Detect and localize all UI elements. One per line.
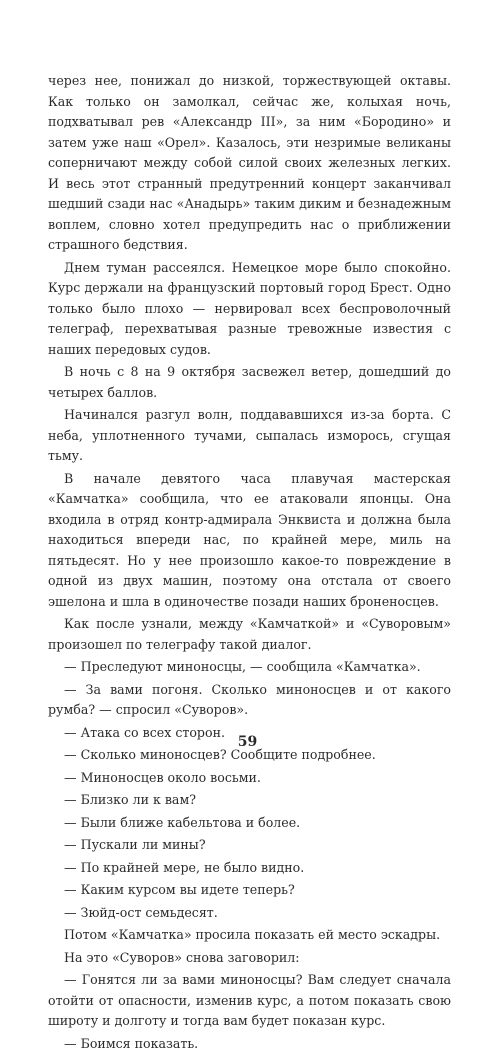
paragraph: В начале девятого часа плавучая мастерская «Камчатка» сообщила, что ее атаковали японцы. Она входила в отряд контр-адмирала Энквиста и должна была находиться впереди нас, по крайней мере, миль на пятьдесят. Но у нее произошло какое-то повреждение в одной из двух машин, поэтому она отстала от своего эшелона и шла в одиночестве позади наших броненосцев. (48, 469, 451, 613)
paragraph: через нее, понижал до низкой, торжествующей октавы. Как только он замолкал, сейчас же, колыхая ночь, подхватывал рев «Александр III», за ним «Бородино» и затем уже наш «Орел». Казалось, эти незримые великаны соперничают между собой силой своих железных легких. И весь этот странный предутренний концерт заканчивал шедший сзади нас «Анадырь» таким диким и безнадежным воплем, словно хотел предупредить нас о приближении страшного бедствия. (48, 71, 451, 256)
paragraph: — Боимся показать. (48, 1034, 451, 1054)
paragraph: — Преследуют миноносцы, — сообщила «Камчатка». (48, 657, 451, 678)
paragraph: Начинался разгул волн, поддававшихся из-за борта. С неба, уплотненного тучами, сыпалась изморось, сгущая тьму. (48, 405, 451, 467)
paragraph: Потом «Камчатка» просила показать ей место эскадры. (48, 925, 451, 946)
paragraph: — За вами погоня. Сколько миноносцев и от какого румба? — спросил «Суворов». (48, 680, 451, 721)
paragraph: — Близко ли к вам? (48, 790, 451, 811)
paragraph: — Зюйд-ост семьдесят. (48, 903, 451, 924)
paragraph: — Атака со всех сторон. (48, 723, 451, 744)
body-text (48, 71, 451, 1054)
page-number: 59 (0, 734, 495, 750)
paragraph: — Пускали ли мины? (48, 835, 451, 856)
paragraph: В ночь с 8 на 9 октября засвежел ветер, дошедший до четырех баллов. (48, 362, 451, 403)
paragraph: — По крайней мере, не было видно. (48, 858, 451, 879)
paragraph: — Были ближе кабельтова и более. (48, 813, 451, 834)
paragraph: — Каким курсом вы идете теперь? (48, 880, 451, 901)
paragraph: — Миноносцев около восьми. (48, 768, 451, 789)
paragraph: Как после узнали, между «Камчаткой» и «Суворовым» произошел по телеграфу такой диалог. (48, 614, 451, 655)
paragraph: — Сколько миноносцев? Сообщите подробнее. (48, 745, 451, 766)
paragraph: — Гонятся ли за вами миноносцы? Вам следует сначала отойти от опасности, изменив курс, а потом показать свою широту и долготу и тогда вам будет показан курс. (48, 970, 451, 1032)
paragraph: На это «Суворов» снова заговорил: (48, 948, 451, 969)
paragraph: Днем туман рассеялся. Немецкое море было спокойно. Курс держали на французский портовый город Брест. Одно только было плохо — нервировал всех беспроволочный телеграф, перехватывая разные тревожные известия с наших передовых судов. (48, 258, 451, 361)
